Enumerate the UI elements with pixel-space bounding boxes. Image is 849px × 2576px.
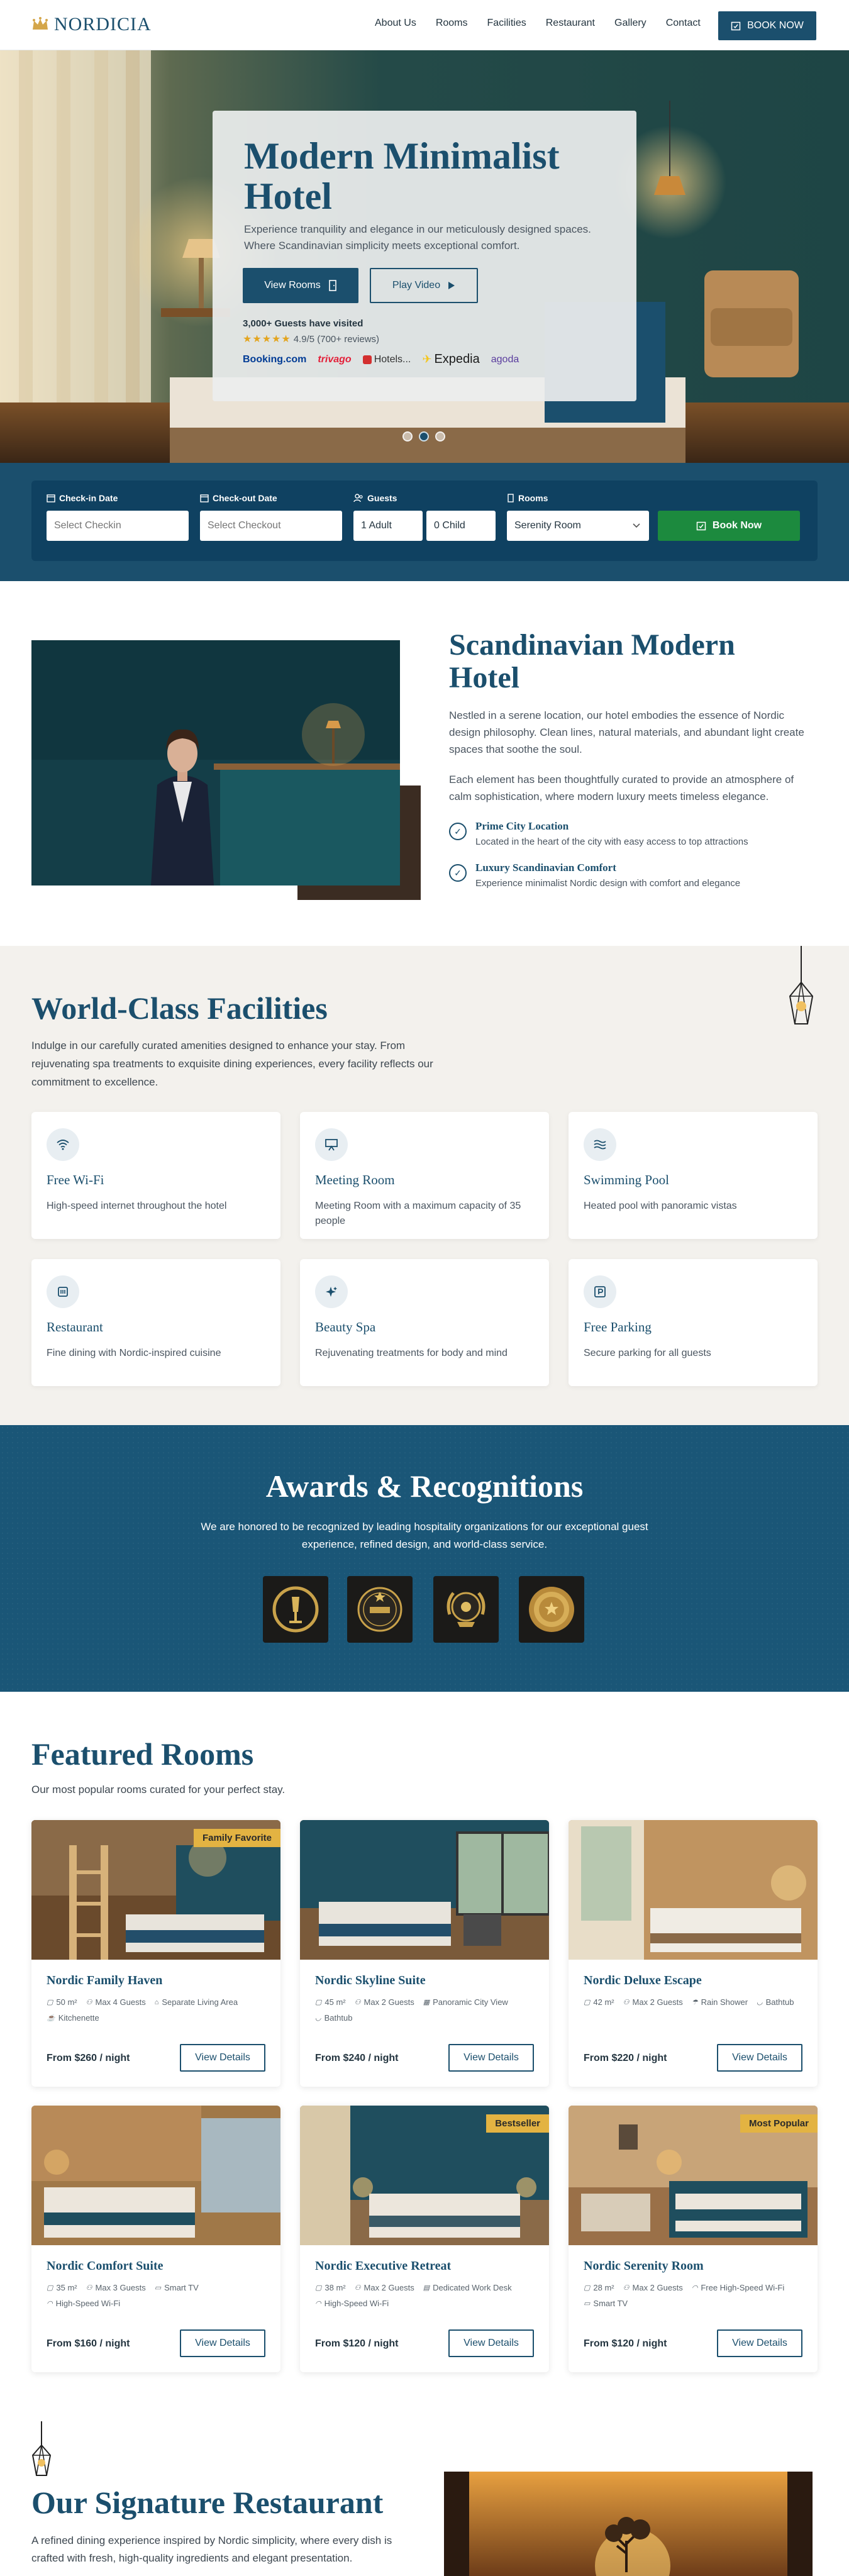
room-amenities: [584, 1997, 810, 2007]
main-nav: [375, 18, 701, 29]
adults-select[interactable]: 1 Adult: [353, 511, 423, 541]
room-amenity-value: Panoramic City View: [433, 1997, 508, 2007]
desk-icon: ▤: [423, 2284, 430, 2292]
room-amenity-value: Bathtub: [324, 2013, 353, 2023]
room-size-value: 38 m²: [325, 2283, 346, 2292]
facility-card-wifi[interactable]: [31, 1112, 280, 1239]
room-amenity: [315, 2013, 352, 2023]
view-details-button[interactable]: View Details: [448, 2044, 534, 2072]
expedia-logo-text: Expedia: [434, 352, 480, 366]
feature-desc: Experience minimalist Nordic design with comfort and elegance: [475, 878, 741, 889]
booking-submit-button[interactable]: [658, 511, 800, 541]
facilities-title: World-Class Facilities: [31, 991, 328, 1026]
room-type-value: Serenity Room: [514, 520, 581, 531]
hero-card: [213, 111, 636, 401]
presentation-icon: [315, 1128, 348, 1161]
room-size: [584, 1997, 614, 2007]
facility-card-free-parking[interactable]: [569, 1259, 818, 1386]
facility-name: Free Parking: [584, 1319, 652, 1335]
facility-desc: Heated pool with panoramic vistas: [584, 1201, 737, 1211]
feature-desc: Located in the heart of the city with easy access to top attractions: [475, 836, 748, 847]
room-size-value: 45 m²: [325, 1997, 346, 2007]
room-badge: Most Popular: [740, 2114, 818, 2133]
utensils-icon: [47, 1275, 79, 1308]
facility-name: Free Wi-Fi: [47, 1172, 104, 1187]
room-amenity: [47, 2299, 120, 2308]
room-amenity-value: Smart TV: [164, 2283, 199, 2292]
facility-name: Swimming Pool: [584, 1172, 669, 1187]
ruler-icon: ▢: [47, 1999, 53, 2006]
brand-name: NORDICIA: [54, 14, 152, 35]
hero-section: [0, 50, 849, 463]
play-icon: [448, 281, 455, 290]
facility-desc: Rejuvenating treatments for body and mind: [315, 1348, 508, 1358]
tv-icon: ▭: [154, 2284, 162, 2292]
room-amenity-value: High-Speed Wi-Fi: [324, 2299, 389, 2308]
site-header: [0, 0, 849, 50]
users-icon: ⚇: [354, 2284, 361, 2292]
checkin-label-text: Check-in Date: [59, 493, 118, 503]
checkout-input[interactable]: [200, 511, 342, 541]
kitchen-icon: ☕: [47, 2014, 55, 2022]
room-name: Nordic Executive Retreat: [315, 2259, 452, 2273]
room-amenity: [423, 1997, 508, 2007]
facility-card-restaurant[interactable]: [31, 1259, 280, 1386]
room-price: From $220 / night: [584, 2053, 667, 2063]
ruler-icon: ▢: [315, 2284, 322, 2292]
room-amenity-value: Separate Living Area: [162, 1997, 238, 2007]
room-size-value: 50 m²: [56, 1997, 77, 2007]
room-amenities: [315, 2283, 541, 2308]
users-icon: ⚇: [86, 1999, 92, 2006]
room-size: [315, 2283, 346, 2292]
rooms-title: Featured Rooms: [31, 1736, 254, 1772]
room-size-value: 42 m²: [593, 1997, 614, 2007]
facilities-section: [0, 946, 849, 1425]
room-badge: Bestseller: [486, 2114, 549, 2133]
room-amenities: [47, 1997, 273, 2023]
room-image: [31, 2106, 280, 2245]
awards-subtitle: We are honored to be recognized by leading hospitality organizations for our exceptional guest experience, refined design, and world-class service.: [201, 1521, 648, 1550]
calendar-icon: [47, 494, 55, 502]
check-circle-icon: ✓: [449, 864, 467, 882]
room-size-value: 35 m²: [56, 2283, 77, 2292]
room-amenity: [692, 2283, 785, 2292]
view-details-button[interactable]: View Details: [717, 2329, 802, 2357]
room-guests: [355, 1997, 414, 2007]
room-guests-value: Max 3 Guests: [95, 2283, 146, 2292]
rating-stars: ★★★★★: [243, 334, 291, 345]
view-details-button[interactable]: View Details: [448, 2329, 534, 2357]
restaurant-section: [0, 2421, 849, 2576]
about-paragraph-1: Nestled in a serene location, our hotel embodies the essence of Nordic design philosophy. Clean lines, natural materials, and abundant light create spaces that soothe the soul.: [449, 709, 804, 755]
hotels-logo-mark: [363, 355, 372, 364]
nav-gallery[interactable]: Gallery: [614, 18, 646, 28]
users-icon: [353, 494, 363, 502]
rating-text: 4.9/5 (700+ reviews): [293, 333, 380, 345]
hero-title: Modern Minimalist Hotel: [244, 135, 560, 217]
expedia-logo: [422, 352, 479, 367]
nav-restaurant[interactable]: Restaurant: [545, 18, 595, 28]
room-amenities: [47, 2283, 273, 2308]
carousel-dot-1[interactable]: [402, 431, 413, 441]
header-book-now-label: BOOK NOW: [747, 20, 804, 31]
pendant-lamp-icon: [23, 2421, 60, 2478]
feature-title: Prime City Location: [475, 820, 569, 832]
rooms-subtitle: Our most popular rooms curated for your perfect stay.: [31, 1784, 286, 1796]
award-badge-3: [433, 1576, 499, 1643]
rooms-label-text: Rooms: [518, 493, 548, 503]
room-amenity-value: High-Speed Wi-Fi: [55, 2299, 121, 2308]
about-paragraph-2: Each element has been thoughtfully curated to provide an atmosphere of calm sophistication, where modern luxury meets timeless elegance.: [449, 774, 794, 802]
award-badge-4: [519, 1576, 584, 1643]
header-book-now-button[interactable]: [718, 11, 816, 40]
hotels-logo: [363, 354, 411, 365]
receptionist-photo: [31, 640, 400, 886]
room-name: Nordic Comfort Suite: [47, 2259, 164, 2273]
restaurant-image: [444, 2472, 813, 2576]
wifi-icon: ◠: [315, 2300, 321, 2307]
users-icon: ⚇: [623, 1999, 630, 2006]
facility-desc: Meeting Room with a maximum capacity of 35 people: [315, 1201, 521, 1226]
waves-icon: [584, 1128, 616, 1161]
room-size: [47, 1997, 77, 2007]
view-details-button[interactable]: View Details: [180, 2329, 265, 2357]
check-circle-icon: ✓: [449, 823, 467, 840]
checkout-label: [200, 493, 277, 503]
room-amenity-value: Free High-Speed Wi-Fi: [701, 2283, 785, 2292]
room-size: [47, 2283, 77, 2292]
checkout-label-text: Check-out Date: [213, 493, 277, 503]
ruler-icon: ▢: [584, 1999, 591, 2006]
bath-icon: ◡: [315, 2014, 321, 2022]
restaurant-title: Our Signature Restaurant: [31, 2485, 384, 2520]
view-details-button[interactable]: View Details: [180, 2044, 265, 2072]
carousel-dot-3[interactable]: [435, 431, 445, 441]
room-amenity-value: Dedicated Work Desk: [433, 2283, 512, 2292]
facility-desc: High-speed internet throughout the hotel: [47, 1201, 227, 1211]
booking-submit-label: Book Now: [712, 520, 762, 531]
checkin-input[interactable]: [47, 511, 189, 541]
rooms-label: [507, 493, 548, 503]
carousel-dots: [402, 431, 445, 441]
children-select[interactable]: 0 Child: [426, 511, 496, 541]
partner-logos: [243, 352, 519, 367]
facilities-subtitle: Indulge in our carefully curated amenities designed to enhance your stay. From rejuvenating spa treatments to exquisite dining experiences, every facility reflects our commitment to excellence.: [31, 1040, 433, 1088]
room-name: Nordic Family Haven: [47, 1974, 163, 1987]
ruler-icon: ▢: [584, 2284, 591, 2292]
restaurant-subtitle: A refined dining experience inspired by Nordic simplicity, where every dish is crafted with fresh, high-quality ingredients and elegant presentation.: [31, 2534, 392, 2564]
tv-icon: ▭: [584, 2300, 591, 2307]
view-details-button[interactable]: View Details: [717, 2044, 802, 2072]
agoda-logo: agoda: [491, 353, 519, 365]
room-card-executive-retreat[interactable]: [300, 2106, 549, 2372]
carousel-dot-2[interactable]: [419, 431, 429, 441]
play-video-label: Play Video: [392, 280, 441, 291]
room-card-deluxe-escape[interactable]: [569, 1820, 818, 2087]
trivago-logo: trivago: [318, 353, 352, 365]
crown-logo-icon: [31, 17, 49, 32]
room-size-value: 28 m²: [593, 2283, 614, 2292]
room-name: Nordic Skyline Suite: [315, 1974, 426, 1987]
room-amenity: [757, 1997, 794, 2007]
room-size: [584, 2283, 614, 2292]
city-view-icon: ▦: [423, 1999, 430, 2006]
facility-desc: Secure parking for all guests: [584, 1348, 711, 1358]
nav-facilities[interactable]: Facilities: [487, 18, 526, 28]
room-guests-value: Max 2 Guests: [632, 1997, 683, 2007]
room-price: From $120 / night: [315, 2338, 399, 2349]
shower-icon: ☂: [691, 1999, 698, 2006]
logo[interactable]: [31, 14, 152, 35]
calendar-check-icon: [696, 521, 706, 531]
room-size: [315, 1997, 346, 2007]
room-price: From $160 / night: [47, 2338, 130, 2349]
guests-visited-text: 3,000+ Guests have visited: [243, 318, 363, 329]
facility-card-meeting-room[interactable]: [300, 1112, 549, 1239]
checkin-label: [47, 493, 118, 503]
room-card-comfort-suite[interactable]: [31, 2106, 280, 2372]
door-icon: [328, 280, 337, 291]
room-amenity: [155, 2283, 199, 2292]
receptionist-image: [31, 640, 400, 886]
facility-card-beauty-spa[interactable]: [300, 1259, 549, 1386]
room-amenity: [423, 2283, 512, 2292]
about-title: Scandinavian Modern Hotel: [449, 628, 735, 694]
room-amenity: [315, 2299, 389, 2308]
feature-location: [449, 820, 748, 847]
facility-desc: Fine dining with Nordic-inspired cuisine: [47, 1348, 221, 1358]
rating-row: [243, 333, 379, 345]
room-amenity: [584, 2299, 628, 2308]
booking-logo: Booking.com: [243, 353, 307, 365]
room-card-skyline-suite[interactable]: [300, 1820, 549, 2087]
ruler-icon: ▢: [47, 2284, 53, 2292]
chevron-down-icon: [633, 523, 640, 528]
facility-card-swimming-pool[interactable]: [569, 1112, 818, 1239]
room-guests: [623, 2283, 683, 2292]
pendant-lamp-icon: [776, 946, 826, 1028]
wifi-icon: ◠: [47, 2300, 53, 2307]
ruler-icon: ▢: [315, 1999, 322, 2006]
booking-section: [0, 463, 849, 581]
view-rooms-button[interactable]: [243, 268, 358, 303]
room-card-family-haven[interactable]: [31, 1820, 280, 2087]
room-guests-value: Max 4 Guests: [95, 1997, 146, 2007]
room-guests-value: Max 2 Guests: [363, 2283, 414, 2292]
sofa-icon: ⌂: [154, 1998, 159, 2006]
room-amenity-value: Bathtub: [765, 1997, 794, 2007]
awards-title: Awards & Recognitions: [265, 1468, 584, 1504]
featured-rooms-section: [0, 1692, 849, 2421]
users-icon: ⚇: [354, 1999, 361, 2006]
room-price: From $260 / night: [47, 2053, 130, 2063]
room-type-select[interactable]: [507, 511, 649, 541]
nav-rooms[interactable]: Rooms: [435, 18, 468, 28]
award-badge-1: [263, 1576, 328, 1643]
room-badge: Family Favorite: [194, 1829, 280, 1847]
guests-label-text: Guests: [367, 493, 397, 503]
calendar-icon: [200, 494, 209, 502]
wifi-icon: ◠: [691, 2284, 698, 2292]
facility-name: Restaurant: [47, 1319, 103, 1335]
door-icon: [507, 494, 514, 502]
room-card-serenity-room[interactable]: [569, 2106, 818, 2372]
hero-subtitle: Experience tranquility and elegance in our meticulously designed spaces. Where Scandinavian simplicity meets exceptional comfort.: [244, 223, 591, 252]
room-name: Nordic Serenity Room: [584, 2259, 704, 2273]
room-guests: [623, 1997, 683, 2007]
room-guests-value: Max 2 Guests: [632, 2283, 683, 2292]
facility-name: Meeting Room: [315, 1172, 395, 1187]
play-video-button[interactable]: [370, 268, 478, 303]
room-image: [569, 1820, 818, 1960]
users-icon: ⚇: [86, 2284, 92, 2292]
room-guests: [355, 2283, 414, 2292]
room-guests-value: Max 2 Guests: [363, 1997, 414, 2007]
room-amenity-value: Kitchenette: [58, 2013, 99, 2023]
awards-section: [0, 1425, 849, 1692]
award-badge-2: [347, 1576, 413, 1643]
facility-name: Beauty Spa: [315, 1319, 376, 1335]
hotels-logo-text: Hotels...: [374, 353, 411, 365]
room-amenity: [692, 1997, 748, 2007]
room-amenity-value: Rain Shower: [701, 1997, 748, 2007]
room-amenity: [155, 1997, 238, 2007]
room-name: Nordic Deluxe Escape: [584, 1974, 702, 1987]
view-rooms-label: View Rooms: [264, 280, 321, 291]
about-section: [0, 581, 849, 946]
feature-title: Luxury Scandinavian Comfort: [475, 862, 616, 874]
users-icon: ⚇: [623, 2284, 630, 2292]
nav-about-us[interactable]: About Us: [375, 18, 416, 28]
guests-label: [353, 493, 397, 503]
room-guests: [86, 2283, 146, 2292]
wifi-icon: [47, 1128, 79, 1161]
room-price: From $240 / night: [315, 2053, 399, 2063]
nav-contact[interactable]: Contact: [665, 18, 701, 28]
room-amenity: [47, 2013, 99, 2023]
room-guests: [86, 1997, 146, 2007]
bath-icon: ◡: [757, 1999, 763, 2006]
feature-comfort: [449, 862, 740, 889]
room-amenity-value: Smart TV: [593, 2299, 628, 2308]
expedia-logo-mark: ✈: [422, 353, 432, 365]
parking-icon: [584, 1275, 616, 1308]
calendar-check-icon: [731, 21, 741, 31]
room-price: From $120 / night: [584, 2338, 667, 2349]
booking-form: [31, 480, 818, 561]
room-image: [300, 1820, 549, 1960]
room-amenities: [315, 1997, 541, 2023]
room-amenities: [584, 2283, 810, 2308]
sparkles-icon: [315, 1275, 348, 1308]
